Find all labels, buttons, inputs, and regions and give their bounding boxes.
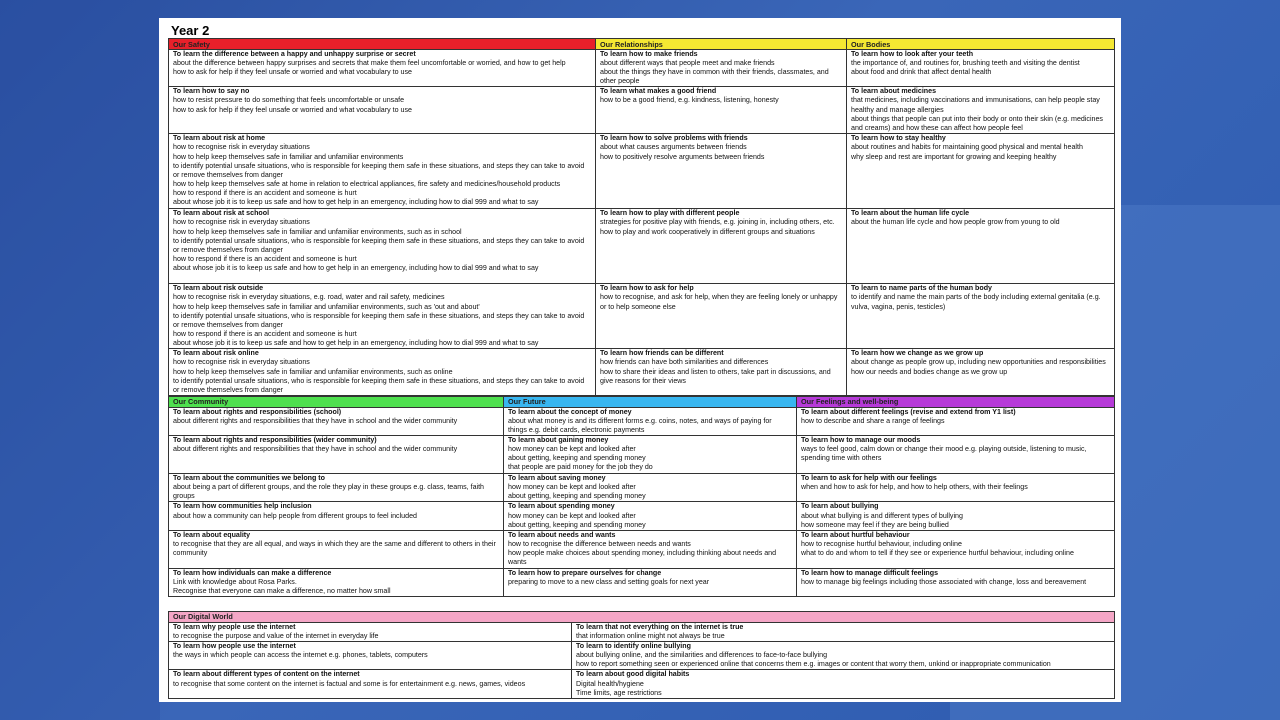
topic-cell [797, 530, 1115, 568]
table-row [169, 530, 1115, 568]
topic-cell [797, 436, 1115, 474]
topic-description: about whose job it is to keep us safe and how to get help in an emergency, including how to dial 999 and what to say [173, 198, 539, 207]
section-table-2 [168, 396, 1115, 597]
table-row [169, 284, 1115, 349]
section-header-our-bodies: Our Bodies [847, 39, 1115, 50]
topic-description: about the human life cycle and how people grow from young to old [851, 218, 1060, 227]
topic-description: to identify potential unsafe situations, who is responsible for keeping them safe in these situations, and steps they can take to avoid or remove themselves from danger [173, 236, 585, 254]
topic-title: To learn to identify online bullying [576, 642, 691, 651]
topic-title: To learn about bullying [801, 502, 879, 511]
topic-title: To learn about hurtful behaviour [801, 530, 910, 539]
topic-description: how to report something seen or experienced online that concerns them e.g. images or content that worry them, unkind or inappropriate communication [576, 660, 1051, 669]
topic-cell [596, 349, 847, 395]
topic-description: how to recognise the difference between needs and wants [508, 539, 691, 548]
topic-description: how to recognise risk in everyday situations [173, 143, 310, 152]
topic-title: To learn how to prepare ourselves for change [508, 568, 662, 577]
topic-description: about getting, keeping and spending money [508, 454, 646, 463]
topic-description: to identify potential unsafe situations, who is responsible for keeping them safe in these situations, and steps they can take to avoid or remove themselves from danger [173, 311, 585, 329]
topic-description: how someone may feel if they are being bullied [801, 520, 949, 529]
topic-title: To learn how individuals can make a difference [173, 568, 332, 577]
topic-description: that people are paid money for the job they do [508, 463, 653, 472]
topic-description: how to help keep themselves safe in familiar and unfamiliar environments, such as online [173, 367, 453, 376]
topic-cell [169, 436, 504, 474]
topic-description: how to recognise risk in everyday situations [173, 358, 310, 367]
section-header-our-relationships: Our Relationships [596, 39, 847, 50]
topic-title: To learn to name parts of the human body [851, 284, 992, 293]
topic-description: preparing to move to a new class and setting goals for next year [508, 577, 710, 586]
section-table-3 [168, 611, 1115, 699]
topic-description: about whose job it is to keep us safe and how to get help in an emergency, including how to dial 999 and what to say [173, 263, 539, 272]
topic-title: To learn how friends can be different [600, 349, 724, 358]
table-row [169, 50, 1115, 87]
topic-description: about whose job it is to keep us safe and how to get help in an emergency, including how to dial 999 and what to say [173, 338, 539, 347]
topic-description: to identify and name the main parts of the body including external genitalia (e.g. vulva, vagina, penis, testicles) [851, 293, 1101, 311]
topic-title: To learn how to play with different people [600, 209, 740, 218]
topic-cell [169, 568, 504, 596]
topic-description: to identify potential unsafe situations, who is responsible for keeping them safe in these situations, and steps they can take to avoid or remove themselves from danger [173, 376, 585, 394]
topic-title: To learn how communities help inclusion [173, 502, 312, 511]
topic-title: To learn about gaining money [508, 436, 609, 445]
topic-description: what to do and whom to tell if they see or experience hurtful behaviour, including online [801, 548, 1074, 557]
topic-description: about things that people can put into their body or onto their skin (e.g. medicines and creams) and how these can affect how people feel [851, 114, 1103, 132]
topic-title: To learn how to manage our moods [801, 436, 921, 445]
topic-cell [169, 87, 596, 134]
topic-description: to identify potential unsafe situations, who is responsible for keeping them safe in these situations, and steps they can take to avoid or remove themselves from danger [173, 161, 585, 179]
topic-title: To learn how to solve problems with friends [600, 134, 748, 143]
topic-title: To learn why people use the internet [173, 622, 296, 631]
topic-cell [169, 502, 504, 530]
topic-cell [504, 530, 797, 568]
topic-description: why sleep and rest are important for growing and keeping healthy [851, 152, 1057, 161]
topic-cell [596, 209, 847, 284]
topic-description: about the things they have in common with their friends, classmates, and other people [600, 68, 829, 86]
topic-cell [847, 284, 1115, 349]
topic-cell [169, 530, 504, 568]
topic-cell [797, 502, 1115, 530]
topic-description: how to recognise risk in everyday situations, e.g. road, water and rail safety, medicines [173, 293, 445, 302]
topic-cell [797, 407, 1115, 435]
topic-description: about what bullying is and different types of bullying [801, 511, 963, 520]
topic-cell [504, 436, 797, 474]
topic-description: how money can be kept and looked after [508, 511, 636, 520]
topic-description: about change as people grow up, including new opportunities and responsibilities [851, 358, 1106, 367]
topic-title: To learn how to say no [173, 87, 250, 96]
topic-cell [504, 407, 797, 435]
topic-description: to recognise the purpose and value of the internet in everyday life [173, 632, 379, 641]
topic-title: To learn the difference between a happy and unhappy surprise or secret [173, 50, 416, 58]
topic-cell [504, 474, 797, 502]
topic-cell [797, 474, 1115, 502]
topic-cell [169, 349, 596, 395]
topic-cell [169, 622, 572, 641]
topic-description: how to resist pressure to do something that feels uncomfortable or unsafe [173, 96, 405, 105]
topic-cell [596, 50, 847, 87]
topic-cell [572, 622, 1115, 641]
topic-description: about getting, keeping and spending money [508, 520, 646, 529]
topic-cell [596, 87, 847, 134]
topic-description: Link with knowledge about Rosa Parks. [173, 577, 297, 586]
table-row [169, 134, 1115, 209]
topic-cell [504, 568, 797, 596]
topic-cell [169, 670, 572, 698]
topic-description: how to manage big feelings including those associated with change, loss and bereavement [801, 577, 1087, 586]
topic-cell [169, 642, 572, 670]
topic-title: To learn about needs and wants [508, 530, 616, 539]
topic-description: about how a community can help people from different groups to feel included [173, 511, 417, 520]
table-row [169, 622, 1115, 641]
topic-description: how to help keep themselves safe in familiar and unfamiliar environments, such as in school [173, 227, 462, 236]
topic-description: how to respond if there is an accident and someone is hurt [173, 254, 357, 263]
topic-description: when and how to ask for help, and how to help others, with their feelings [801, 483, 1028, 492]
topic-description: how to share their ideas and listen to others, take part in discussions, and give reasons for their views [600, 367, 831, 385]
topic-description: how money can be kept and looked after [508, 445, 636, 454]
topic-description: how our needs and bodies change as we grow up [851, 367, 1008, 376]
topic-title: To learn about the concept of money [508, 407, 632, 416]
topic-title: To learn what makes a good friend [600, 87, 717, 96]
topic-description: how to recognise hurtful behaviour, including online [801, 539, 962, 548]
topic-description: that information online might not always be true [576, 632, 725, 641]
topic-description: how to ask for help if they feel unsafe or worried and what vocabulary to use [173, 68, 412, 77]
topic-description: how to ask for help if they feel unsafe or worried and what vocabulary to use [173, 105, 412, 114]
table-row [169, 407, 1115, 435]
topic-title: To learn about spending money [508, 502, 615, 511]
topic-title: To learn about rights and responsibilities (wider community) [173, 436, 377, 445]
topic-title: To learn that not everything on the internet is true [576, 622, 744, 631]
topic-description: Digital health/hygiene [576, 679, 644, 688]
topic-title: To learn about risk online [173, 349, 259, 358]
section-header-our-digital-world: Our Digital World [169, 611, 1115, 622]
section-header-our-future: Our Future [504, 396, 797, 407]
topic-cell [504, 502, 797, 530]
topic-title: To learn about the human life cycle [851, 209, 970, 218]
table-row [169, 670, 1115, 698]
topic-title: To learn about different feelings (revise and extend from Y1 list) [801, 407, 1016, 416]
topic-cell [169, 134, 596, 209]
topic-description: how friends can have both similarities and differences [600, 358, 769, 367]
section-header-our-feelings-and-well-being: Our Feelings and well-being [797, 396, 1115, 407]
topic-title: To learn about rights and responsibilities (school) [173, 407, 342, 416]
topic-description: how money can be kept and looked after [508, 483, 636, 492]
topic-description: how to help keep themselves safe in familiar and unfamiliar environments, such as 'out and about' [173, 302, 480, 311]
page-title: Year 2 [171, 23, 210, 38]
topic-description: about food and drink that affect dental health [851, 68, 992, 77]
topic-description: about the difference between happy surprises and secrets that make them feel uncomfortable or worried, and how to get help [173, 59, 566, 68]
topic-cell [572, 642, 1115, 670]
topic-description: how people make choices about spending money, including thinking about needs and wants [508, 548, 777, 566]
topic-description: how to recognise risk in everyday situations [173, 218, 310, 227]
topic-title: To learn how to manage difficult feelings [801, 568, 939, 577]
topic-description: how to positively resolve arguments between friends [600, 152, 765, 161]
topic-title: To learn about saving money [508, 474, 606, 483]
topic-cell [169, 407, 504, 435]
topic-cell [169, 50, 596, 87]
topic-cell [847, 50, 1115, 87]
table-row [169, 568, 1115, 596]
topic-description: to recognise that some content on the internet is factual and some is for entertainment e.g. news, games, videos [173, 679, 526, 688]
table-row [169, 87, 1115, 134]
topic-description: about routines and habits for maintaining good physical and mental health [851, 143, 1083, 152]
topic-title: To learn how to look after your teeth [851, 50, 974, 58]
topic-description: how to respond if there is an accident and someone is hurt [173, 329, 357, 338]
topic-description: strategies for positive play with friends, e.g. joining in, including others, etc. [600, 218, 835, 227]
topic-description: how to play and work cooperatively in different groups and situations [600, 227, 815, 236]
topic-title: To learn about medicines [851, 87, 937, 96]
table-row [169, 642, 1115, 670]
topic-description: Recognise that everyone can make a difference, no matter how small [173, 586, 391, 595]
topic-title: To learn about different types of content on the internet [173, 670, 360, 679]
topic-description: about being a part of different groups, and the role they play in these groups e.g. class, teams, faith groups [173, 483, 485, 501]
table-row [169, 209, 1115, 284]
curriculum-page [159, 18, 1121, 702]
topic-description: about what money is and its different forms e.g. coins, notes, and ways of paying for things e.g. debit cards, electronic payments [508, 416, 772, 435]
topic-description: how to help keep themselves safe in familiar and unfamiliar environments [173, 152, 404, 161]
topic-description: about what causes arguments between friends [600, 143, 747, 152]
topic-title: To learn how to ask for help [600, 284, 694, 293]
topic-description: about different ways that people meet and make friends [600, 59, 775, 68]
topic-description: about different rights and responsibilities that they have in school and the wider community [173, 416, 458, 425]
topic-description: how to be a good friend, e.g. kindness, listening, honesty [600, 96, 779, 105]
topic-title: To learn to ask for help with our feelings [801, 474, 937, 483]
table-row [169, 436, 1115, 474]
section-header-our-community: Our Community [169, 396, 504, 407]
topic-cell [847, 134, 1115, 209]
topic-cell [169, 209, 596, 284]
topic-title: To learn how we change as we grow up [851, 349, 984, 358]
topic-cell [596, 134, 847, 209]
topic-cell [847, 349, 1115, 395]
topic-cell [572, 670, 1115, 698]
topic-cell [169, 474, 504, 502]
topic-cell [847, 209, 1115, 284]
topic-title: To learn about risk at home [173, 134, 266, 143]
background-panel-left [0, 0, 160, 720]
topic-title: To learn how people use the internet [173, 642, 296, 651]
topic-title: To learn about risk outside [173, 284, 264, 293]
topic-description: that medicines, including vaccinations and immunisations, can help people stay healthy and manage allergies [851, 96, 1100, 114]
table-row [169, 474, 1115, 502]
topic-cell [169, 284, 596, 349]
topic-title: To learn about the communities we belong to [173, 474, 325, 483]
topic-description: about getting, keeping and spending money [508, 492, 646, 501]
topic-description: how to recognise, and ask for help, when they are feeling lonely or unhappy or to help someone else [600, 293, 838, 311]
topic-description: the importance of, and routines for, brushing teeth and visiting the dentist [851, 59, 1080, 68]
table-row [169, 349, 1115, 395]
topic-title: To learn about equality [173, 530, 251, 539]
topic-title: To learn about good digital habits [576, 670, 690, 679]
topic-description: about different rights and responsibilities that they have in school and the wider community [173, 445, 458, 454]
topic-description: how to describe and share a range of feelings [801, 416, 945, 425]
section-table-1 [168, 38, 1115, 396]
topic-description: how to respond if there is an accident and someone is hurt [173, 188, 357, 197]
table-row [169, 502, 1115, 530]
topic-description: Time limits, age restrictions [576, 688, 662, 697]
topic-title: To learn about risk at school [173, 209, 270, 218]
topic-title: To learn how to stay healthy [851, 134, 946, 143]
topic-title: To learn how to make friends [600, 50, 698, 58]
topic-cell [596, 284, 847, 349]
topic-description: ways to feel good, calm down or change their mood e.g. playing outside, listening to music, spending time with others [801, 445, 1087, 463]
topic-cell [797, 568, 1115, 596]
topic-description: to recognise that they are all equal, and ways in which they are the same and different to others in their community [173, 539, 496, 557]
topic-description: how to help keep themselves safe at home in relation to electrical appliances, fire safety and medicines/household products [173, 179, 561, 188]
topic-cell [847, 87, 1115, 134]
topic-description: about bullying online, and the similarities and differences to face-to-face bullying [576, 651, 828, 660]
topic-description: the ways in which people can access the internet e.g. phones, tablets, computers [173, 651, 428, 660]
section-header-our-safety: Our Safety [169, 39, 596, 50]
